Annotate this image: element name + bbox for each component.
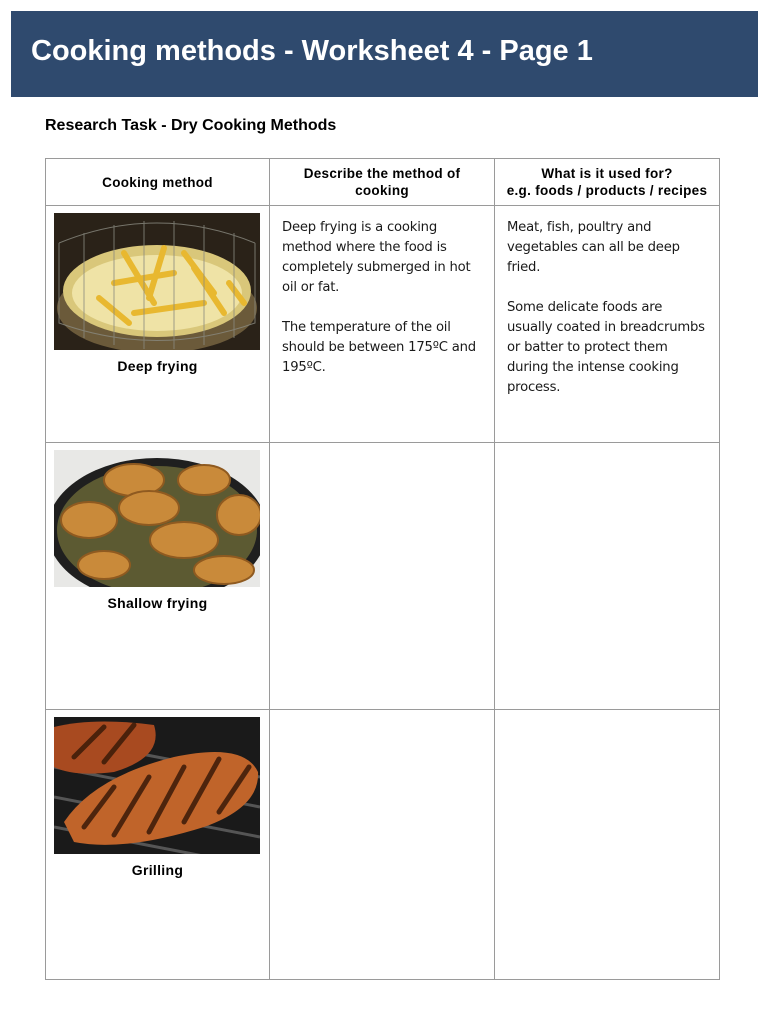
- header-cooking-method-label: Cooking method: [102, 174, 213, 190]
- page-title: Cooking methods - Worksheet 4 - Page 1: [31, 35, 593, 67]
- describe-text: Deep frying is a cooking method where the food is completely submerged in hot oil or fat.: [282, 220, 471, 295]
- shallow-frying-photo: [54, 450, 260, 587]
- method-cell-shallow-frying: [46, 443, 270, 710]
- table-row: [46, 443, 720, 710]
- deep-frying-photo: [54, 213, 260, 350]
- used-for-cell-shallow-frying: [495, 443, 720, 710]
- header-cooking-method: [46, 159, 270, 206]
- describe-cell-deep-frying: [270, 206, 495, 443]
- describe-cell-grilling: [270, 710, 495, 980]
- describe-cell-shallow-frying: [270, 443, 495, 710]
- table-header-row: [46, 159, 720, 206]
- header-used-line1: What is it used for?: [541, 166, 673, 181]
- cooking-methods-table: [45, 158, 720, 980]
- grilling-photo: [54, 717, 260, 854]
- method-label: Shallow frying: [107, 595, 208, 611]
- header-banner: [11, 11, 758, 97]
- header-used-line2: e.g. foods / products / recipes: [506, 183, 708, 198]
- method-cell-grilling: [46, 710, 270, 980]
- table-row: [46, 206, 720, 443]
- header-describe-line1: Describe the method of: [303, 166, 461, 181]
- used-for-cell-grilling: [495, 710, 720, 980]
- used-for-cell-deep-frying: [495, 206, 720, 443]
- header-describe: [270, 159, 495, 206]
- used-for-text: Meat, fish, poultry and vegetables can all be deep fried.: [507, 220, 680, 275]
- describe-text: The temperature of the oil should be between 175ºC and 195ºC.: [282, 320, 476, 375]
- used-for-text: Some delicate foods are usually coated in breadcrumbs or batter to protect them during the intense cooking process.: [507, 300, 705, 395]
- task-title: Research Task - Dry Cooking Methods: [45, 117, 337, 134]
- table-row: [46, 710, 720, 980]
- method-cell-deep-frying: [46, 206, 270, 443]
- header-used-for: [495, 159, 720, 206]
- method-label: Grilling: [131, 862, 184, 878]
- header-describe-line2: cooking: [355, 183, 409, 198]
- method-label: Deep frying: [117, 358, 198, 374]
